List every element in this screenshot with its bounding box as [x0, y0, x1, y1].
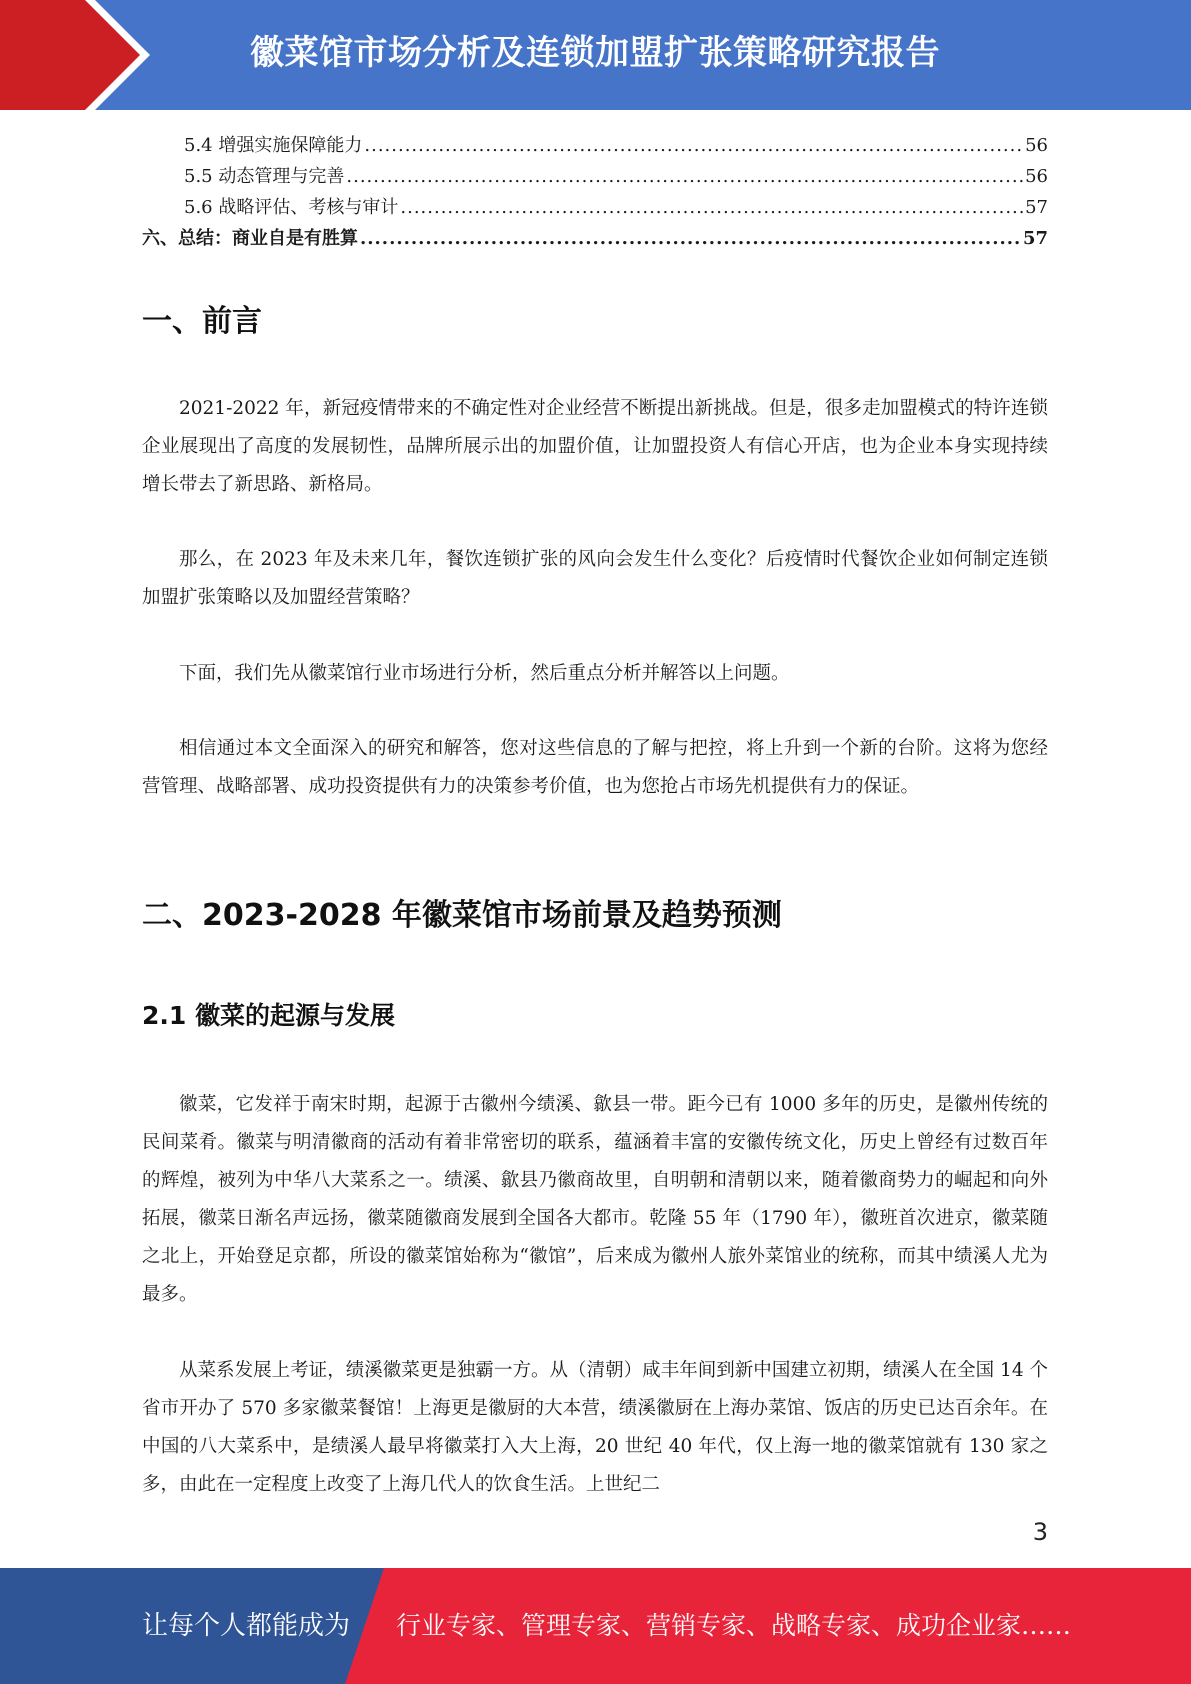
toc-page: 57 [1022, 228, 1048, 249]
header-banner [0, 0, 1191, 110]
toc-page: 56 [1025, 166, 1048, 187]
header-chevron-icon [0, 0, 160, 110]
footer-slogan-left: 让每个人都能成为 [142, 1611, 351, 1641]
toc-leader [400, 192, 1023, 223]
page-number: 3 [1032, 1518, 1048, 1546]
footer-slogan-right: 行业专家、管理专家、营销专家、战略专家、成功企业家…… [396, 1611, 1072, 1640]
table-of-contents [142, 130, 1048, 254]
toc-entry[interactable] [142, 161, 1048, 192]
toc-label: 动态管理与完善 [218, 166, 345, 187]
toc-number: 5.5 [184, 166, 213, 187]
subsection-heading: 2.1 徽菜的起源与发展 [142, 1001, 395, 1030]
toc-label: 六、总结：商业自是有胜算 [142, 228, 358, 249]
toc-entry[interactable] [142, 192, 1048, 223]
paragraph: 下面，我们先从徽菜馆行业市场进行分析，然后重点分析并解答以上问题。 [179, 663, 790, 684]
footer-banner [0, 1568, 1191, 1684]
toc-leader [360, 223, 1021, 254]
toc-label: 战略评估、考核与审计 [218, 197, 399, 218]
toc-number: 5.6 [184, 197, 213, 218]
paragraph: 徽菜，它发祥于南宋时期，起源于古徽州今绩溪、歙县一带。距今已有 1000 多年的历史，是徽州传统的民间菜肴。徽菜与明清徽商的活动有着非常密切的联系，蕴涵着丰富的安徽传统文化，历史上曾经有过数百年的辉煌，被列为中华八大菜系之一。绩溪、歙县乃徽商故里，自明朝和清朝以来，随着徽商势力的崛起和向外拓展，徽菜日渐名声远扬，徽菜随徽商发展到全国各大都市。乾隆 55 年（1790 年），徽班首次进京，徽菜随之北上，开始登足京都，所设的徽菜馆始称为“徽馆”，后来成为徽州人旅外菜馆业的统称，而其中绩溪人尤为最多。 [142, 1094, 1048, 1305]
toc-entry[interactable] [142, 130, 1048, 161]
paragraph: 从菜系发展上考证，绩溪徽菜更是独霸一方。从（清朝）咸丰年间到新中国建立初期，绩溪人在全国 14 个省市开办了 570 多家徽菜餐馆！上海更是徽厨的大本营，绩溪徽厨在上海办菜馆、饭店的历史已达百余年。在中国的八大菜系中，是绩溪人最早将徽菜打入大上海，20 世纪 40 年代，仅上海一地的徽菜馆就有 130 家之多，由此在一定程度上改变了上海几代人的饮食生活。上世纪二 [142, 1360, 1048, 1495]
toc-entry[interactable] [142, 223, 1048, 254]
toc-leader [364, 130, 1023, 161]
report-title: 徽菜馆市场分析及连锁加盟扩张策略研究报告 [250, 33, 940, 73]
toc-label: 增强实施保障能力 [218, 135, 363, 156]
section-heading: 二、2023-2028 年徽菜馆市场前景及趋势预测 [142, 898, 782, 933]
paragraph: 那么，在 2023 年及未来几年，餐饮连锁扩张的风向会发生什么变化？后疫情时代餐饮企业如何制定连锁加盟扩张策略以及加盟经营策略？ [142, 549, 1048, 608]
section-heading: 一、前言 [142, 304, 262, 339]
paragraph: 2021-2022 年，新冠疫情带来的不确定性对企业经营不断提出新挑战。但是，很多走加盟模式的特许连锁企业展现出了高度的发展韧性，品牌所展示出的加盟价值，让加盟投资人有信心开店，也为企业本身实现持续增长带去了新思路、新格局。 [142, 398, 1048, 495]
toc-number: 5.4 [184, 135, 213, 156]
toc-page: 56 [1025, 135, 1048, 156]
toc-page: 57 [1025, 197, 1048, 218]
paragraph: 相信通过本文全面深入的研究和解答，您对这些信息的了解与把控，将上升到一个新的台阶。这将为您经营管理、战略部署、成功投资提供有力的决策参考价值，也为您抢占市场先机提供有力的保证。 [142, 738, 1048, 797]
toc-leader [346, 161, 1023, 192]
